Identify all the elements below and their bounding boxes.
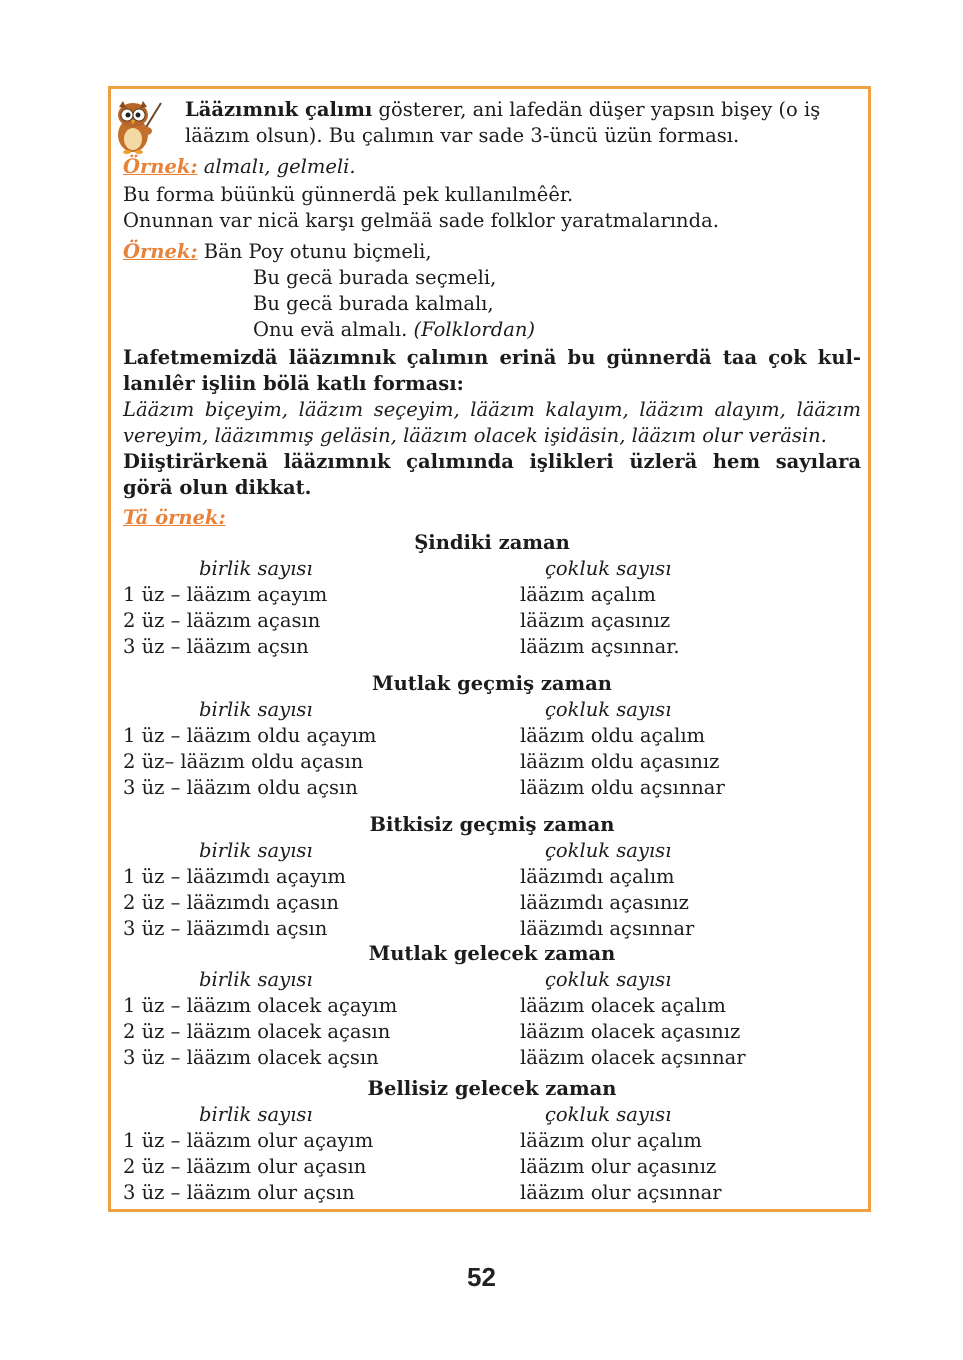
singular-form: 2 üz– lääzım oldu açasın xyxy=(123,750,364,773)
singular-label: birlik sayısı xyxy=(199,968,313,991)
singular-form: 3 üz – lääzım olacek açsın xyxy=(123,1046,379,1069)
singular-form: 2 üz – lääzım olur açasın xyxy=(123,1155,367,1178)
singular-form: 3 üz – lääzım olur açsın xyxy=(123,1181,355,1204)
poem-line-last xyxy=(253,317,535,343)
tense-title: Mutlak geçmiş zaman xyxy=(372,672,612,695)
plural-label: çokluk sayısı xyxy=(545,1103,672,1126)
example-1-text: almalı, gelmeli. xyxy=(197,155,356,178)
plural-form: lääzım olur açsınnar xyxy=(520,1181,722,1204)
plural-label: çokluk sayısı xyxy=(545,968,672,991)
plural-form: lääzım oldu açsınnar xyxy=(520,776,725,799)
plural-form: lääzım açasınız xyxy=(520,609,671,632)
singular-label: birlik sayısı xyxy=(199,698,313,721)
intro-line-2: lääzım olsun). Bu çalımın var sade 3-üncü üzün forması. xyxy=(185,124,740,147)
tense-title: Bellisiz gelecek zaman xyxy=(367,1077,617,1100)
singular-form: 1 üz – lääzım oldu açayım xyxy=(123,724,377,747)
singular-form: 2 üz – lääzım olacek açasın xyxy=(123,1020,391,1043)
singular-form: 3 üz – lääzımdı açsın xyxy=(123,917,328,940)
poem-source: (Folklordan) xyxy=(413,318,535,341)
poem-line: Onu evä almalı. xyxy=(253,318,408,341)
poem-line: Bu gecä burada seçmeli, xyxy=(253,266,497,289)
plural-label: çokluk sayısı xyxy=(545,557,672,580)
plural-form: lääzım olacek açasınız xyxy=(520,1020,741,1043)
bold-paragraph-2-line-2: görä olun dikkat. xyxy=(123,476,312,499)
example-2-first xyxy=(123,239,432,265)
plural-label: çokluk sayısı xyxy=(545,839,672,862)
page-number: 52 xyxy=(467,1262,496,1292)
owl-teacher-icon xyxy=(111,99,165,155)
italic-paragraph-line-1: Lääzım biçeyim, lääzım seçeyim, lääzım kalayım, lääzım alayım, lääzım xyxy=(123,398,861,421)
plural-form: lääzım olur açalım xyxy=(520,1129,702,1152)
singular-label: birlik sayısı xyxy=(199,839,313,862)
plural-form: lääzım açsınnar. xyxy=(520,635,680,658)
singular-form: 1 üz – lääzım açayım xyxy=(123,583,328,606)
singular-form: 3 üz – lääzım açsın xyxy=(123,635,309,658)
another-example xyxy=(123,505,226,531)
plural-form: lääzım olur açasınız xyxy=(520,1155,717,1178)
bold-paragraph-2-line-1: Diiştirärkenä lääzımnık çalımında işlikleri üzlerä hem sayılara xyxy=(123,450,861,473)
singular-form: 2 üz – lääzımdı açasın xyxy=(123,891,339,914)
plural-form: lääzım olacek açsınnar xyxy=(520,1046,746,1069)
example-label: Örnek: xyxy=(123,240,198,263)
tense-title: Şindiki zaman xyxy=(414,531,570,554)
plural-form: lääzım oldu açasınız xyxy=(520,750,720,773)
singular-label: birlik sayısı xyxy=(199,557,313,580)
bold-paragraph-1-line-1: Lafetmemizdä lääzımnık çalımın erinä bu günnerdä taa çok kul- xyxy=(123,346,861,369)
term-title: Lääzımnık çalımı xyxy=(185,98,373,121)
plural-form: lääzım olacek açalım xyxy=(520,994,726,1017)
plural-form: lääzım oldu açalım xyxy=(520,724,706,747)
singular-form: 1 üz – lääzım olur açayım xyxy=(123,1129,374,1152)
singular-label: birlik sayısı xyxy=(199,1103,313,1126)
tense-title: Bitkisiz geçmiş zaman xyxy=(369,813,615,836)
singular-form: 1 üz – lääzımdı açayım xyxy=(123,865,346,888)
singular-form: 3 üz – lääzım oldu açsın xyxy=(123,776,358,799)
another-example-label: Tä örnek: xyxy=(123,506,226,529)
poem-line: Bu gecä burada kalmalı, xyxy=(253,292,494,315)
plural-form: lääzım açalım xyxy=(520,583,656,606)
example-label: Örnek: xyxy=(123,155,198,178)
example-1 xyxy=(123,154,356,180)
usage-line-2: Onunnan var nicä karşı gelmää sade folklor yaratmalarında. xyxy=(123,209,719,232)
singular-form: 2 üz – lääzım açasın xyxy=(123,609,321,632)
tense-title: Mutlak gelecek zaman xyxy=(368,942,616,965)
poem-line: Bän Poy otunu biçmeli, xyxy=(197,240,432,263)
singular-form: 1 üz – lääzım olacek açayım xyxy=(123,994,398,1017)
plural-form: lääzımdı açsınnar xyxy=(520,917,695,940)
intro-text: gösterer, ani lafedän düşer yapsın bişey (o iş xyxy=(372,98,821,121)
bold-paragraph-1-line-2: lanılêr işliin bölä katlı forması: xyxy=(123,372,464,395)
plural-form: lääzımdı açasınız xyxy=(520,891,689,914)
usage-line-1: Bu forma büünkü günnerdä pek kullanılmêêr. xyxy=(123,183,574,206)
plural-label: çokluk sayısı xyxy=(545,698,672,721)
intro-line-1 xyxy=(185,97,861,123)
rule-box xyxy=(108,86,871,1212)
plural-form: lääzımdı açalım xyxy=(520,865,675,888)
italic-paragraph-line-2: vereyim, lääzımmış geläsin, lääzım olacek işidäsin, lääzım olur veräsin. xyxy=(123,424,827,447)
